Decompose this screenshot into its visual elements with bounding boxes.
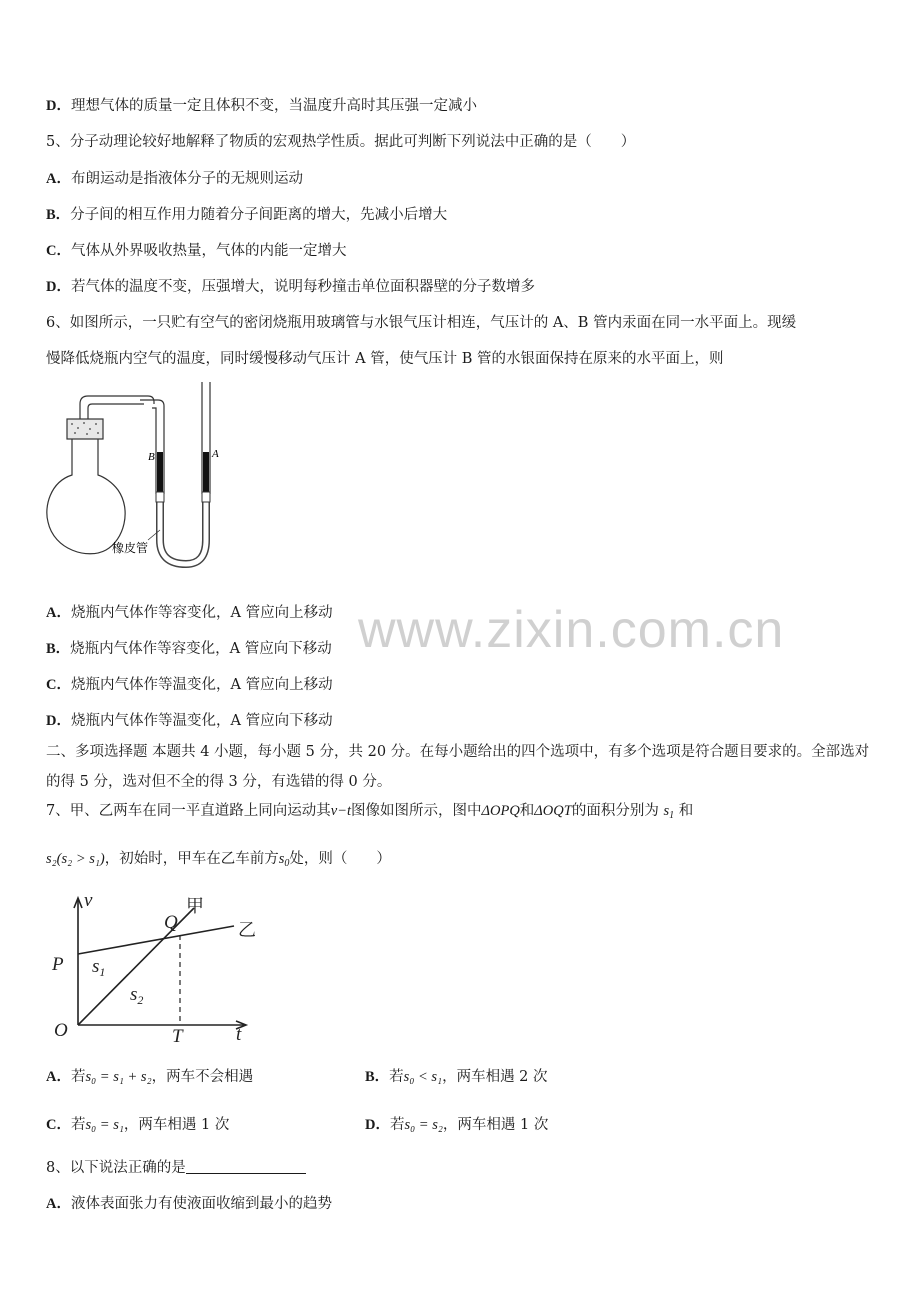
q6-stem-line1: 6、如图所示，一只贮有空气的密闭烧瓶用玻璃管与水银气压计相连，气压计的 A、B 管内汞面在同一水平面上。现缓 — [46, 315, 797, 331]
option-letter: D． — [46, 713, 71, 729]
s0-symbol: $s_0$ — [278, 851, 290, 869]
option-letter: B． — [46, 207, 71, 223]
label-p: P — [52, 954, 64, 975]
s1-symbol: $s_1$ — [663, 803, 675, 821]
option-text: 若 — [70, 1117, 86, 1133]
option-text: 若 — [389, 1069, 404, 1085]
q5-option-b — [46, 205, 447, 225]
q8-option-a — [46, 1194, 332, 1214]
option-letter: B． — [46, 641, 71, 657]
option-letter: D． — [365, 1117, 390, 1133]
option-expr: s₀ = s₂ — [404, 1117, 443, 1133]
option-text: 分子间的相互作用力随着分子间距离的增大，先减小后增大 — [70, 207, 448, 223]
label-s2: $s_2$ — [130, 984, 144, 1007]
q7-stem-part: ，初始时，甲车在乙车前方 — [104, 851, 279, 867]
q5-stem: 5、分子动理论较好地解释了物质的宏观热学性质。据此可判断下列说法中正确的是（ ） — [46, 134, 636, 150]
watermark: www.zixin.com.cn — [358, 601, 785, 659]
option-letter: C． — [46, 677, 71, 693]
label-q: Q — [164, 912, 178, 933]
q6-option-b — [46, 639, 332, 659]
q7-stem-part: 处，则（ ） — [289, 851, 391, 867]
option-letter: A． — [46, 171, 71, 187]
label-jia: 甲 — [186, 896, 204, 916]
vt-graph — [46, 890, 266, 1050]
q5-option-c — [46, 241, 346, 261]
option-expr: s₀ < s₁ — [403, 1069, 443, 1085]
q8-stem-text: 8、以下说法正确的是 — [46, 1160, 186, 1176]
option-letter: A． — [46, 605, 71, 621]
option-letter: C． — [46, 1117, 71, 1133]
option-text: 若 — [70, 1069, 86, 1085]
option-letter: A． — [46, 1196, 71, 1212]
option-letter: C． — [46, 243, 71, 259]
label-t-point: T — [172, 1026, 183, 1047]
line-yi — [78, 926, 234, 954]
option-text: 烧瓶内气体作等容变化，A 管应向上移动 — [70, 605, 333, 621]
axis-t: t — [236, 1024, 242, 1045]
option-text: 烧瓶内气体作等温变化，A 管应向上移动 — [70, 677, 333, 693]
q7-option-c — [46, 1115, 229, 1135]
option-text: ，两车相遇 1 次 — [442, 1117, 549, 1133]
option-letter: D． — [46, 279, 71, 295]
option-text: 烧瓶内气体作等容变化，A 管应向下移动 — [70, 641, 332, 657]
option-text: ，两车相遇 1 次 — [123, 1117, 230, 1133]
label-b: B — [148, 451, 155, 463]
triangle-opq: ΔOPQ — [481, 803, 520, 819]
q7-stem-part: 的面积分别为 — [571, 803, 659, 819]
option-text: 布朗运动是指液体分子的无规则运动 — [70, 171, 303, 187]
q6-stem-line2: 慢降低烧瓶内空气的温度，同时缓慢移动气压计 A 管，使气压计 B 管的水银面保持在原来的水平面上，则 — [46, 351, 724, 367]
q7-and: 和 — [519, 803, 535, 819]
q7-option-a — [46, 1067, 253, 1087]
q5-option-d — [46, 277, 535, 297]
option-letter: A． — [46, 1069, 71, 1085]
section2-heading: 二、多项选择题 本题共 4 小题，每小题 5 分，共 20 分。在每小题给出的四个选项中，有多个选项是符合题目要求的。全部选对的得 5 分，选对但不全的得 3 分，有选错的得 0 分。 — [46, 744, 870, 790]
q6-option-a — [46, 603, 333, 623]
label-o: O — [54, 1020, 68, 1041]
q8-stem — [46, 1158, 306, 1178]
q4-option-d — [46, 96, 477, 116]
q7-stem-line2 — [46, 849, 391, 874]
q7-stem-part: 和 — [678, 803, 694, 819]
flask-manometer-figure — [40, 382, 250, 572]
q7-stem-part: 图像如图所示，图中 — [350, 803, 482, 819]
option-expr: s₀ = s₁ — [85, 1117, 124, 1133]
option-text: ，两车不会相遇 — [151, 1069, 254, 1085]
q7-stem-line1 — [46, 801, 693, 826]
option-letter: D． — [46, 98, 71, 114]
label-a: A — [212, 448, 219, 460]
q6-option-c — [46, 675, 333, 695]
q6-option-d — [46, 711, 333, 731]
option-text: 烧瓶内气体作等温变化，A 管应向下移动 — [70, 713, 333, 729]
option-text: ，两车相遇 2 次 — [442, 1069, 548, 1085]
s2-condition: s₂(s₂ > s₁) — [46, 851, 105, 867]
label-rubber-tube: 橡皮管 — [112, 541, 149, 555]
q5-option-a — [46, 169, 303, 189]
vt-symbol: v−t — [330, 803, 351, 819]
axis-v: v — [84, 890, 93, 911]
q7-stem-part: 7、甲、乙两车在同一平直道路上同向运动其 — [46, 803, 331, 819]
triangle-oqt: ΔOQT — [534, 803, 572, 819]
option-text: 若 — [389, 1117, 405, 1133]
label-yi: 乙 — [238, 920, 256, 940]
q7-option-d — [365, 1115, 548, 1135]
option-text: 若气体的温度不变，压强增大，说明每秒撞击单位面积器壁的分子数增多 — [70, 279, 535, 295]
label-s1: $s_1$ — [92, 956, 106, 979]
option-text: 液体表面张力有使液面收缩到最小的趋势 — [70, 1196, 332, 1212]
q7-option-b — [365, 1067, 548, 1087]
option-letter: B． — [365, 1069, 390, 1085]
option-expr: s₀ = s₁ + s₂ — [85, 1069, 152, 1085]
option-text: 气体从外界吸收热量，气体的内能一定增大 — [70, 243, 347, 259]
option-text: 理想气体的质量一定且体积不变，当温度升高时其压强一定减小 — [70, 98, 477, 114]
answer-blank — [186, 1159, 306, 1174]
